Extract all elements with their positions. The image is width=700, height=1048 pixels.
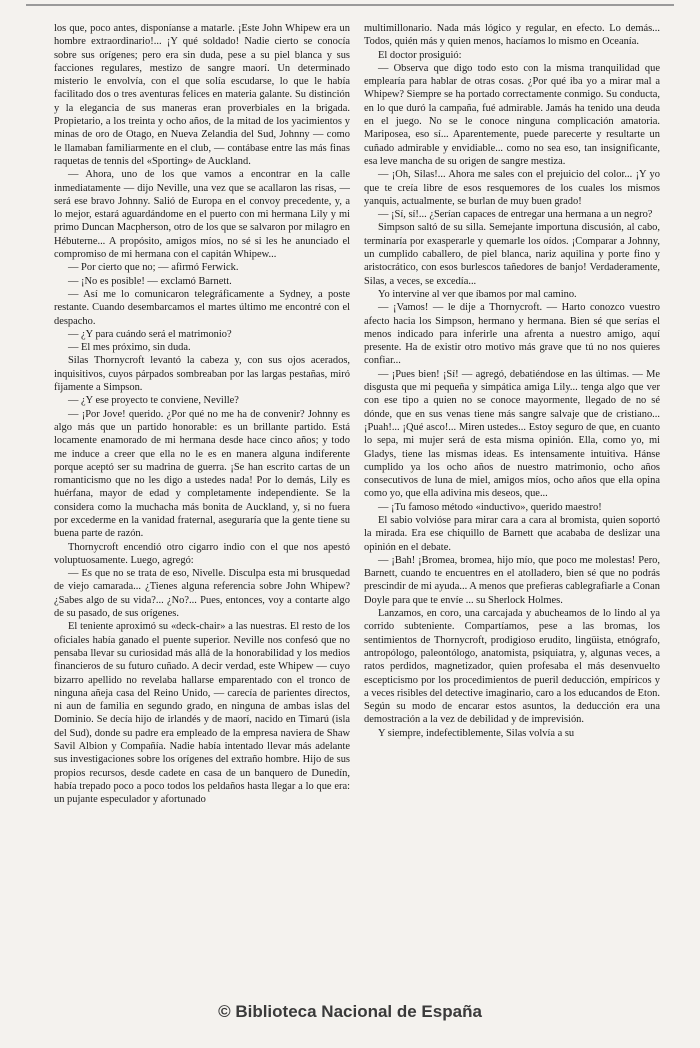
paragraph: Lanzamos, en coro, una carcajada y abucheamos de lo lindo al ya corrido subteniente. Compartíamos, pese a las bromas, los sentimientos de Thornycroft, prodigioso erudito, lingüista, etnógrafo, antropólogo, paleontólogo, anatomista, psiquiatra, y, algunas veces, a ratos perdidos, magnetizador, quien profesaba el más desenvuelto escepticismo por los procedimientos de pueril deducción, empíricos y a veces risibles del detective imaginario, caro a los educandos de Eton. Según su modo de encarar estos asuntos, la deducción era una demostración a la vez de debilidad y de imprevisión. (364, 608, 660, 726)
paragraph: — ¿Y para cuándo será el matrimonio? (68, 328, 232, 340)
paragraph: — ¡Vamos! — le dije a Thornycroft. — Harto conozco vuestro afecto hacia los Simpson, hermano y hermana. Bien sé que serías el menos indicado para inferirle una afrenta a nuestro amigo, aquí presente. Ha de existir otro motivo más grave que tú no nos quieres confiar... (364, 302, 660, 367)
paragraph: Simpson saltó de su silla. Semejante importuna discusión, al cabo, terminaría por exasperarle y quemarle los oídos. ¡Comparar a Johnny, un cumplido caballero, de piel blanca, nariz aquilina y porte fino y aristocrático, con esos burlescos tañedores de banjo! Verdaderamente, Silas, a veces, se excedía... (364, 222, 660, 287)
paragraph: Yo intervine al ver que íbamos por mal camino. (378, 288, 577, 300)
paragraph: — Por cierto que no; — afirmó Ferwick. (68, 262, 239, 274)
paragraph: — El mes próximo, sin duda. (68, 342, 191, 354)
paragraph: El doctor prosiguió: (378, 49, 462, 61)
page-body (54, 22, 661, 994)
paragraph: Silas Thornycroft levantó la cabeza y, con sus ojos acerados, inquisitivos, cuyos párpados sombreaban por las largas pestañas, miró fijamente a Simpson. (54, 355, 350, 394)
text-column-right (364, 22, 660, 994)
paragraph: — ¡Pues bien! ¡Sí! — agregó, debatiéndose en las últimas. — Me disgusta que mi pequeña y simpática amiga Lily... tenga algo que ver con ese tipo a quien no se conoce mayormente, llegado de no sé dónde, que en sus venas tiene más sangre salvaje que de cristiano... ¡Puah!... ¡Qué asco!... Miren ustedes... Estoy seguro de que, en cuanto lo sepa, mi mujer será de esta misma opinión. Ella, como yo, mi Gladys, tiene las mismas ideas. Es intensamente intuitiva. Hánse cumplido ya los ocho años de nuestro matrimonio, ocho años consecutivos de luna de miel, amigos míos, ocho años que ella opina como yo, que ella adivina mis deseos, que... (364, 368, 660, 500)
paragraph: los que, poco antes, disponíanse a matarle. ¡Este John Whipew era un hombre extraordinario!... ¡Y qué soldado! Nadie cierto se conocía sobre sus orígenes; pero era sin duda, pese a su piel blanca y sus facciones regulares, mestizo de sangre maorí. Un determinado misterio le envolvía, con el que solía escudarse, lo que le había facilitado dos o tres aventuras felices en materia galante. Su distinción y la elegancia de sus maneras eran proverbiales en la brigada. Propietario, a los treinta y ocho años, de la mitad de los yacimientos y minas de oro de Otago, en Nueva Zelandia del Sud, Johnny — como le llamaban familiarmente en el club, — contábase entre las más finas raquetas de tennis del «Sporting» de Auckland. (54, 23, 350, 167)
paragraph: El teniente aproximó su «deck-chair» a las nuestras. El resto de los oficiales había ganado el puente superior. Neville nos confesó que no pensaba llevar su curiosidad más allá de la honorabilidad y los medios financieros de su futuro cuñado. A decir verdad, este Whipew — cuyo bizarro apellido no revelaba hallarse emparentado con el tronco de ninguna añeja casa del Reino Unido, — carecía de parientes directos, ni aun de familia en segundo grado, en ninguna de ambas islas del Dominio. Se decía hijo de irlandés y de maorí, nacido en Timarú (isla del Sud), donde su padre era empleado de la empresa naviera de Shaw Savil Albion y Compañía. Nadie había intentado llevar más adelante sus investigaciones sobre los orígenes del extraño hombre. Hijo de sus propios recursos, desde cadete en casa de un banquero de Dunedín, había trepado poco a poco todos los peldaños hasta llegar a lo que era: un pujante especulador y afortunado (54, 621, 350, 806)
paragraph: — ¡No es posible! — exclamó Barnett. (68, 275, 232, 287)
paragraph: — Es que no se trata de eso, Nivelle. Disculpa esta mi brusquedad de viejo camarada... ¿Tienes alguna referencia sobre John Whipew? ¿Sabes algo de su vida?... ¿No?... Pues, entonces, voy a contarte algo de su pasado, de sus orígenes. (54, 568, 350, 620)
paragraph: El sabio volvióse para mirar cara a cara al bromista, quien soportó la mirada. Era ese chiquillo de Barnett que acababa de deslizar una opinión en el debate. (364, 514, 660, 553)
paragraph: — Así me lo comunicaron telegráficamente a Sydney, a poste restante. Cuando desembarcamos el martes último me encontré con el despacho. (54, 288, 350, 327)
paragraph: — ¡Oh, Silas!... Ahora me sales con el prejuicio del color... ¡Y yo que te creía libre de esos resquemores de los cuales los mismos yanquis, actualmente, se burlan de muy buen grado! (364, 169, 660, 207)
paragraph: — Observa que digo todo esto con la misma tranquilidad que emplearía para hablar de otras cosas. ¿Por qué iba yo a mirar mal a Whipew? Siempre se ha portado correctamente conmigo. Su conducta, en lo que duró la campaña, fué admirable. Jamás ha tenido una deuda en el juego. No se le conoce ninguna complicación amatoria. Mariposea, eso sí... Aparentemente, puede parecerte y resultarte un cuñado admirable y envidiable... como no sea eso, tan insignificante, esa leve mancha de su origen de sangre mestiza. (364, 62, 660, 167)
paragraph: — ¡Tu famoso método «inductivo», querido maestro! (378, 501, 602, 513)
paragraph: — ¡Sí, sí!... ¿Serían capaces de entregar una hermana a un negro? (378, 209, 653, 221)
copyright-footer: © Biblioteca Nacional de España (218, 1002, 482, 1021)
text-column-left (54, 22, 350, 994)
paragraph: — ¡Por Jove! querido. ¿Por qué no me ha de convenir? Johnny es algo más que un partido honorable: es un brillante partido. Está locamente enamorado de mi hermana desde hace cinco años; y todo me induce a creer que ella no le es en manera alguna indiferente porque aceptó ser su madrina de guerra. ¡Se han escrito cartas de un romanticismo que no les digo a ustedes nada! Por lo demás, Lily es huérfana, mayor de edad y completamente independiente. Se la considera como la muchacha más bonita de Auckland, y, si no fuera por excederme en la vanidad fraternal, aseguraría que la gente tiene su buena parte de razón. (54, 408, 350, 540)
paragraph: Thornycroft encendió otro cigarro indio con el que nos apestó voluptuosamente. Luego, agregó: (54, 541, 350, 566)
paragraph: — Ahora, uno de los que vamos a encontrar en la calle inmediatamente — dijo Neville, una vez que se acallaron las risas, — será ese bravo Johnny. Salió de Europa en el convoy precedente, y, a lo mejor, estará aguardándome en el puerto con mi hermana Lily y mi primo Duncan Macpherson, otro de los que se salvaron por milagro en Hébuterne... A propósito, amigos míos, no sé si les he anunciado el compromiso de mi hermana con el capitán Whipew... (54, 169, 350, 261)
top-rule (26, 4, 674, 6)
paragraph: — ¿Y ese proyecto te conviene, Neville? (68, 395, 239, 407)
paragraph: — ¡Bah! ¡Bromea, bromea, hijo mío, que poco me molestas! Pero, Barnett, cuando te encuentres en el atolladero, bien sé que no podrás prescindir de mi ayuda... A menos que prefieras cablegrafiarle a Conan Doyle para que te envíe ... su Sherlock Holmes. (364, 554, 660, 606)
paragraph: Y siempre, indefectiblemente, Silas volvía a su (378, 727, 575, 739)
paragraph: multimillonario. Nada más lógico y regular, en efecto. Lo demás... Todos, quién más y quien menos, hacíamos lo mismo en Oceanía. (364, 23, 660, 48)
